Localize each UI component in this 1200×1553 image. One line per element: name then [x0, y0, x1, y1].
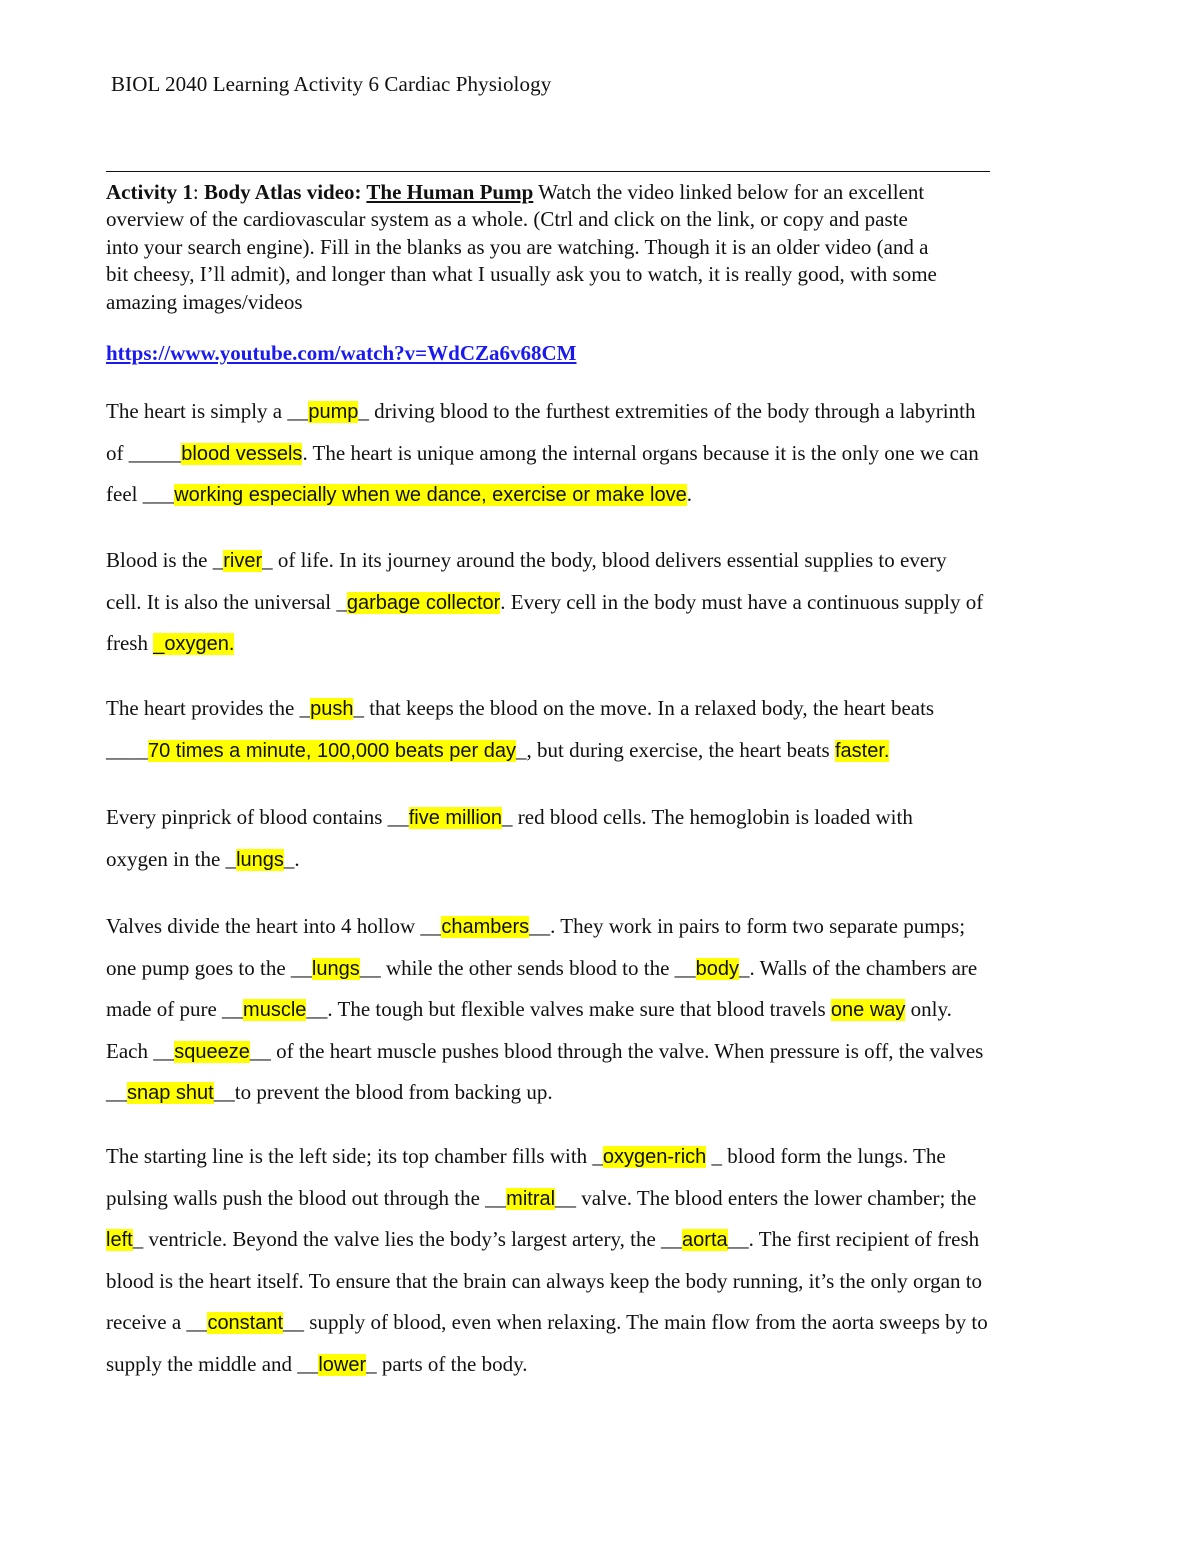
highlighted-answer: lungs: [311, 957, 360, 980]
prompt-text: Valves divide the heart into 4 hollow __: [106, 914, 442, 938]
paragraph-line: [106, 839, 1106, 881]
prompt-text: _ blood form the lungs. The: [706, 1144, 946, 1168]
highlighted-answer: one way: [830, 999, 906, 1021]
prompt-text: _ that keeps the blood on the move. In a relaxed body, the heart beats: [353, 696, 935, 720]
highlighted-answer: oxygen-rich: [602, 1146, 707, 1168]
prompt-text: one pump goes to the __: [106, 955, 312, 980]
prompt-text: __: [106, 1080, 127, 1104]
prompt-text: The heart is simply a __: [106, 399, 309, 423]
prompt-text: fresh: [106, 631, 154, 655]
prompt-text: Each __: [106, 1038, 175, 1063]
paragraph-line: [106, 391, 1106, 433]
prompt-text: __ of the heart muscle pushes blood through the valve. When pressure is off, the valves: [249, 1038, 984, 1063]
intro-line: bit cheesy, I’ll admit), and longer than what I usually ask you to watch, it is really good, with some: [106, 262, 937, 287]
prompt-text: .: [686, 482, 692, 506]
prompt-text: _ of life. In its journey around the body, blood delivers essential supplies to every: [262, 548, 947, 572]
paragraph-line: [106, 1302, 1106, 1344]
highlighted-answer: mitral: [506, 1187, 556, 1210]
highlighted-answer: _oxygen.: [153, 633, 235, 655]
prompt-text: . The heart is unique among the internal organs because it is the only one we can: [302, 440, 979, 465]
highlighted-answer: blood vessels: [181, 442, 303, 465]
prompt-text: __ while the other sends blood to the __: [359, 955, 696, 980]
paragraph-line: [106, 730, 1106, 772]
prompt-text: Blood is the _: [106, 548, 224, 572]
paragraph-5: [106, 906, 1106, 1114]
prompt-text: only.: [905, 997, 952, 1021]
prompt-text: __ valve. The blood enters the lower chamber; the: [555, 1185, 977, 1210]
paragraph-line: [106, 474, 1106, 516]
paragraph-line: [106, 623, 1106, 665]
highlighted-answer: constant: [207, 1312, 284, 1334]
paragraph-line: [106, 989, 1106, 1031]
prompt-text: of _____: [106, 440, 182, 465]
prompt-text: pulsing walls push the blood out through the __: [106, 1185, 507, 1210]
highlighted-answer: pump: [308, 401, 359, 423]
prompt-text: __to prevent the blood from backing up.: [213, 1080, 553, 1104]
prompt-text: __ supply of blood, even when relaxing. The main flow from the aorta sweeps by to: [283, 1310, 988, 1334]
horizontal-rule: [106, 171, 990, 172]
prompt-text: cell. It is also the universal _: [106, 589, 347, 614]
highlighted-answer: working especially when we dance, exercise or make love: [174, 484, 687, 506]
prompt-text: _ red blood cells. The hemoglobin is loaded with: [502, 805, 913, 829]
highlighted-answer: aorta: [682, 1229, 728, 1251]
paragraph-line: [106, 1344, 1106, 1386]
highlighted-answer: lungs: [236, 848, 284, 871]
highlighted-answer: squeeze: [174, 1040, 250, 1063]
prompt-text: The starting line is the left side; its top chamber fills with _: [106, 1144, 603, 1168]
activity-label: Activity 1: [106, 180, 193, 204]
highlighted-answer: snap shut: [127, 1082, 214, 1104]
video-label: Body Atlas video:: [204, 180, 367, 204]
prompt-text: _ driving blood to the furthest extremities of the body through a labyrinth: [358, 399, 976, 423]
highlighted-answer: body: [695, 957, 740, 980]
activity-intro: [106, 179, 1046, 316]
highlighted-answer: 70 times a minute, 100,000 beats per day: [148, 739, 517, 762]
prompt-text: oxygen in the _: [106, 846, 237, 871]
paragraph-line: [106, 1031, 1106, 1073]
activity-colon: :: [192, 180, 204, 204]
paragraph-line: [106, 1178, 1106, 1220]
prompt-text: __. They work in pairs to form two separate pumps;: [529, 914, 966, 938]
paragraph-6: [106, 1136, 1106, 1385]
paragraph-line: [106, 797, 1106, 839]
paragraph-line: [106, 1072, 1106, 1114]
prompt-text: supply the middle and __: [106, 1351, 319, 1376]
prompt-text: feel ___: [106, 482, 175, 506]
intro-line: into your search engine). Fill in the blanks as you are watching. Though it is an older video (and a: [106, 234, 929, 259]
highlighted-answer: river: [223, 550, 263, 572]
paragraph-line: [106, 540, 1106, 582]
prompt-text: _, but during exercise, the heart beats: [516, 737, 835, 762]
paragraph-3: [106, 688, 1106, 771]
prompt-text: made of pure __: [106, 997, 244, 1021]
prompt-text: Every pinprick of blood contains __: [106, 805, 409, 829]
paragraph-1: [106, 391, 1106, 516]
prompt-text: receive a __: [106, 1310, 208, 1334]
highlighted-answer: chambers: [441, 916, 530, 938]
highlighted-answer: left: [106, 1229, 133, 1251]
prompt-text: _. Walls of the chambers are: [739, 955, 978, 980]
paragraph-line: [106, 1136, 1106, 1178]
document-title: BIOL 2040 Learning Activity 6 Cardiac Physiology: [111, 72, 552, 96]
prompt-text: __. The tough but flexible valves make sure that blood travels: [306, 997, 831, 1021]
highlighted-answer: garbage collector: [346, 591, 501, 614]
prompt-text: _ ventricle. Beyond the valve lies the body’s largest artery, the __: [132, 1227, 683, 1251]
intro-line: overview of the cardiovascular system as a whole. (Ctrl and click on the link, or copy and paste: [106, 207, 908, 232]
paragraph-line: [106, 688, 1106, 730]
highlighted-answer: lower: [318, 1353, 367, 1376]
highlighted-answer: faster.: [834, 739, 890, 762]
paragraph-line: [106, 906, 1106, 948]
prompt-text: The heart provides the _: [106, 696, 311, 720]
prompt-text: ____: [106, 737, 148, 762]
prompt-text: . Every cell in the body must have a continuous supply of: [500, 589, 984, 614]
video-link[interactable]: https://www.youtube.com/watch?v=WdCZa6v68CM: [106, 341, 577, 365]
highlighted-answer: five million: [408, 807, 503, 829]
paragraph-line: [106, 1261, 1106, 1303]
intro-line: amazing images/videos: [106, 289, 303, 314]
paragraph-line: [106, 1219, 1106, 1261]
highlighted-answer: muscle: [243, 999, 307, 1021]
prompt-text: _ parts of the body.: [366, 1351, 528, 1376]
intro-line: Watch the video linked below for an excellent: [533, 180, 925, 204]
prompt-text: _.: [283, 846, 300, 871]
highlighted-answer: push: [310, 698, 354, 720]
paragraph-line: [106, 582, 1106, 624]
paragraph-line: [106, 433, 1106, 475]
paragraph-2: [106, 540, 1106, 665]
video-title: The Human Pump: [366, 180, 534, 204]
prompt-text: __. The first recipient of fresh: [727, 1227, 980, 1251]
paragraph-4: [106, 797, 1106, 880]
paragraph-line: [106, 948, 1106, 990]
prompt-text: blood is the heart itself. To ensure that the brain can always keep the body running, it’s the only organ to: [106, 1268, 983, 1293]
